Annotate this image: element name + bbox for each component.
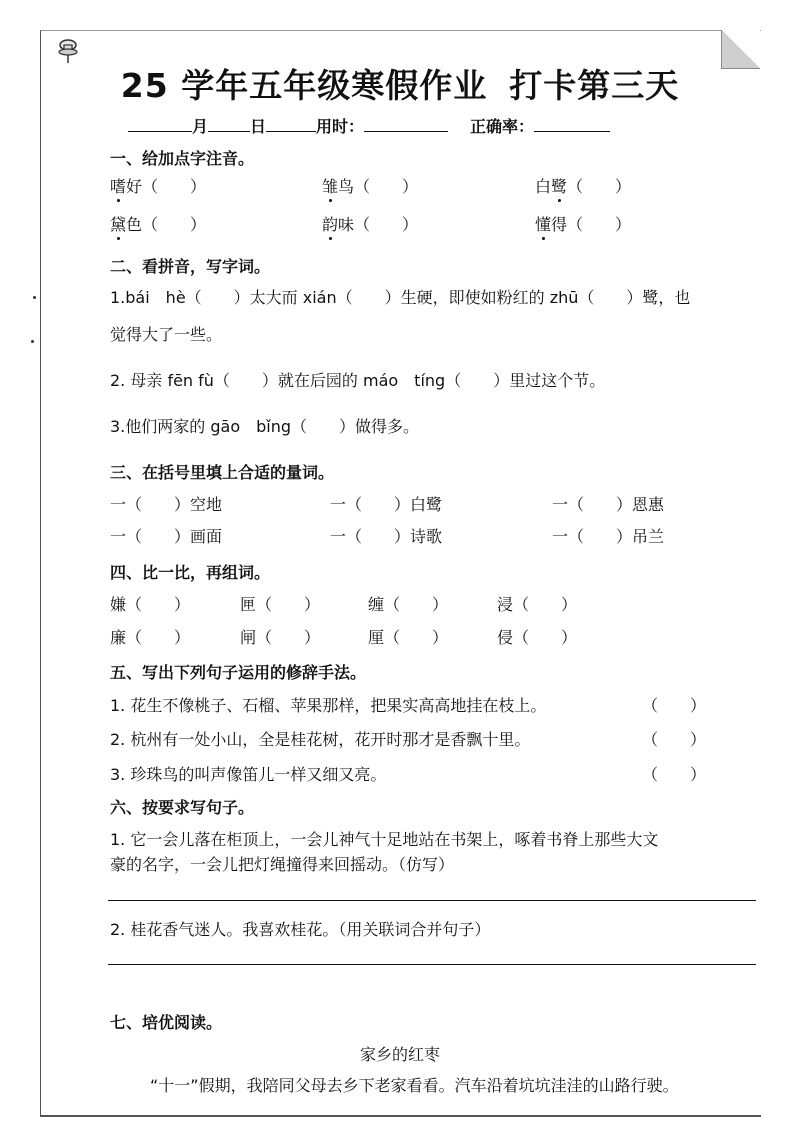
- section-5-heading: 五、写出下列句子运用的修辞手法。: [110, 663, 367, 682]
- question-text: 觉得大了一些。: [110, 325, 223, 344]
- question-text: 1. 它一会儿落在柜顶上，一会儿神气十足地站在书架上，啄着书脊上那些大文: [110, 830, 659, 849]
- word-group-item: 厘（ ）: [368, 628, 449, 647]
- section-7-heading: 七、培优阅读。: [110, 1013, 223, 1032]
- accuracy-blank[interactable]: [534, 116, 610, 132]
- story-paragraph: “十一”假期，我陪同父母去乡下老家看看。汽车沿着坑坑洼洼的山路行驶。: [150, 1076, 679, 1095]
- rhetoric-sentence: 2. 杭州有一处小山，全是桂花树，花开时那才是香飘十里。: [110, 730, 531, 749]
- header-info-row: 月 日 用时： 正确率：: [128, 114, 610, 137]
- story-title: 家乡的红枣: [359, 1045, 440, 1064]
- measure-word-item: 一（ ）诗歌: [330, 527, 443, 546]
- question-text: 2. 母亲 fēn fù（ ）就在后园的 máo tíng（ ）里过这个节。: [110, 371, 606, 390]
- scan-speck: [31, 340, 34, 343]
- pinyin-item: 嗜好（ ）: [110, 174, 206, 197]
- word-group-item: 浸（ ）: [497, 595, 578, 614]
- answer-line[interactable]: [108, 900, 756, 901]
- word-group-item: 缠（ ）: [368, 595, 449, 614]
- section-4-heading: 四、比一比，再组词。: [110, 563, 271, 582]
- word-group-item: 侵（ ）: [497, 628, 578, 647]
- time-blank[interactable]: [364, 116, 448, 132]
- pinyin-item: 黛色（ ）: [110, 212, 206, 235]
- section-6-heading: 六、按要求写句子。: [110, 798, 255, 817]
- measure-word-item: 一（ ）白鹭: [330, 495, 443, 514]
- rhetoric-sentence: 1. 花生不像桃子、石榴、苹果那样，把果实高高地挂在枝上。: [110, 696, 547, 715]
- answer-bracket[interactable]: （ ）: [642, 696, 707, 715]
- question-text: 1.bái hè（ ）太大而 xián（ ）生硬，即使如粉红的 zhū（ ）鹭，也: [110, 288, 691, 307]
- scan-speck: [33, 296, 36, 299]
- word-group-item: 匣（ ）: [240, 595, 321, 614]
- measure-word-item: 一（ ）画面: [110, 527, 223, 546]
- section-2-heading: 二、看拼音，写字词。: [110, 257, 271, 276]
- question-text: 3.他们两家的 gāo bǐng（ ）做得多。: [110, 417, 420, 436]
- day-blank[interactable]: [208, 116, 250, 132]
- month-blank[interactable]: [128, 116, 192, 132]
- pinyin-item: 韵味（ ）: [322, 212, 418, 235]
- rhetoric-sentence: 3. 珍珠鸟的叫声像笛儿一样又细又亮。: [110, 765, 387, 784]
- word-group-item: 嫌（ ）: [110, 595, 191, 614]
- section-3-heading: 三、在括号里填上合适的量词。: [110, 463, 335, 482]
- answer-bracket[interactable]: （ ）: [642, 765, 707, 784]
- word-group-item: 闸（ ）: [240, 628, 321, 647]
- word-group-item: 廉（ ）: [110, 628, 191, 647]
- time-blank-pre: [266, 116, 316, 132]
- question-text: 2. 桂花香气迷人。我喜欢桂花。（用关联词合并句子）: [110, 920, 491, 939]
- section-1-heading: 一、给加点字注音。: [110, 149, 255, 168]
- answer-bracket[interactable]: （ ）: [642, 730, 707, 749]
- pinyin-item: 白鹭（ ）: [535, 174, 631, 197]
- page-title: 25 学年五年级寒假作业 打卡第三天: [120, 66, 680, 105]
- pinyin-item: 懂得（ ）: [535, 212, 631, 235]
- measure-word-item: 一（ ）恩惠: [552, 495, 665, 514]
- measure-word-item: 一（ ）空地: [110, 495, 223, 514]
- answer-line[interactable]: [108, 964, 756, 965]
- pinyin-item: 雏鸟（ ）: [322, 174, 418, 197]
- measure-word-item: 一（ ）吊兰: [552, 527, 665, 546]
- question-text: 豪的名字，一会儿把灯绳撞得来回摇动。（仿写）: [110, 855, 455, 874]
